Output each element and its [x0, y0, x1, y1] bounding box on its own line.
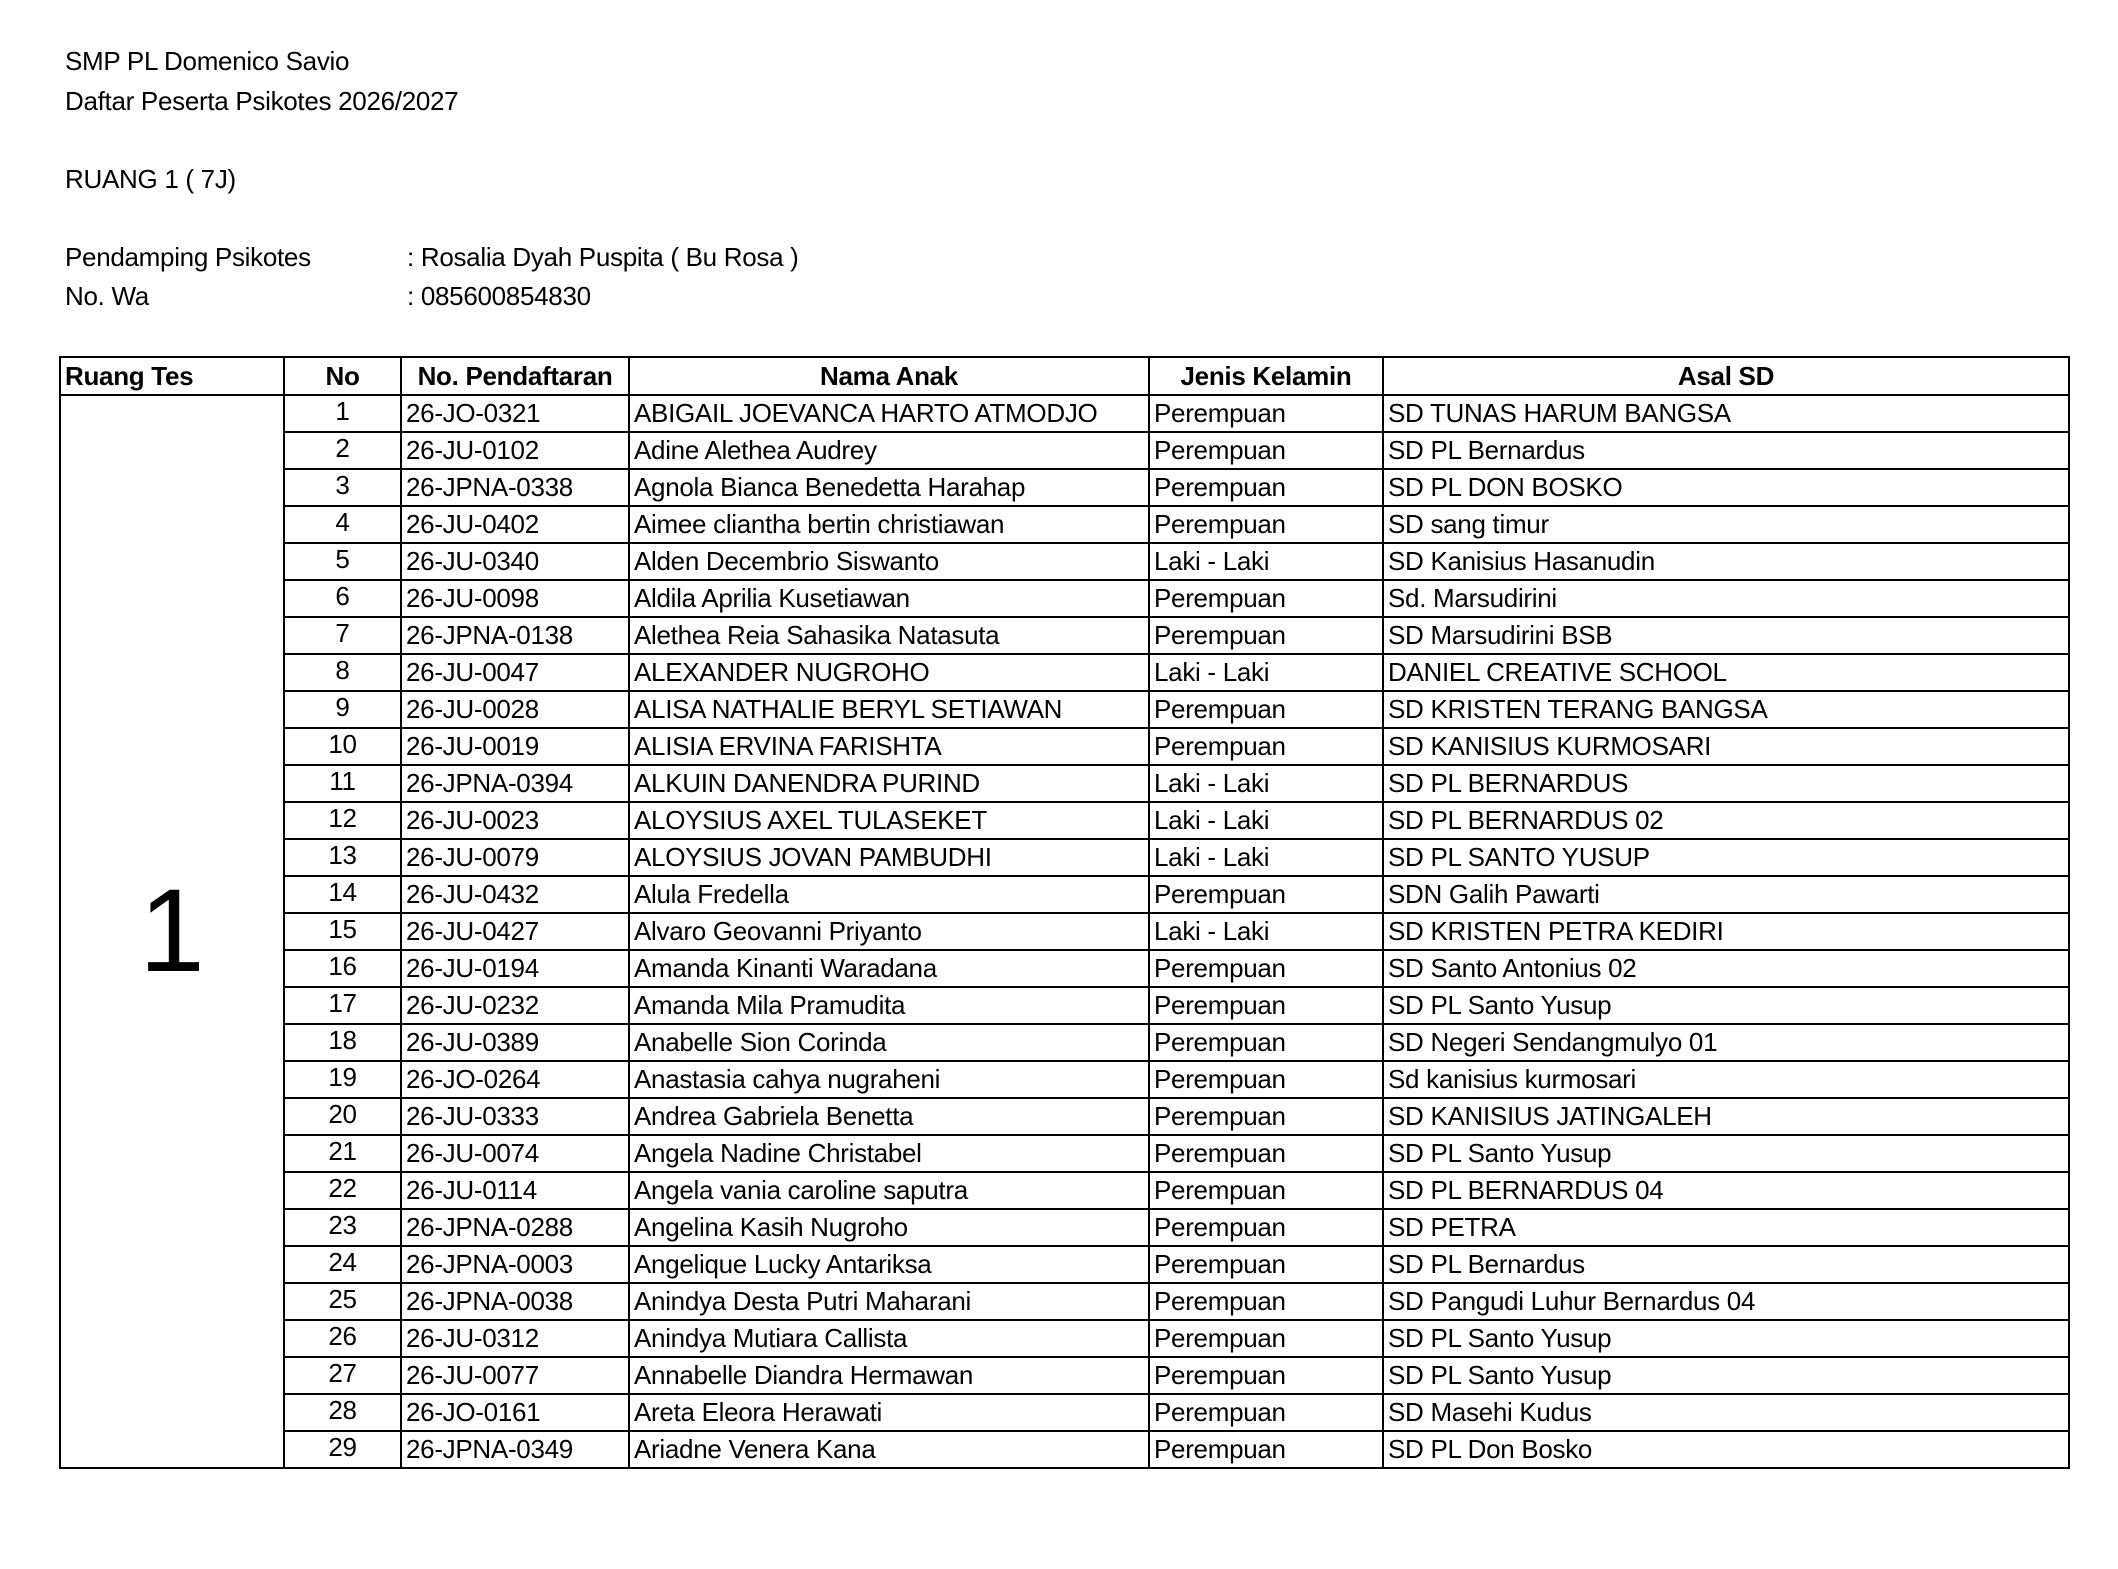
- table-row: [60, 913, 2069, 950]
- gender: Perempuan: [1149, 469, 1383, 506]
- origin-school: SD PL Santo Yusup: [1383, 987, 2069, 1024]
- table-row: [60, 691, 2069, 728]
- registration-number: 26-JU-0389: [401, 1024, 629, 1061]
- student-name: Areta Eleora Herawati: [629, 1394, 1149, 1431]
- gender: Perempuan: [1149, 1135, 1383, 1172]
- row-number: 6: [284, 580, 401, 617]
- room-heading: RUANG 1 ( 7J): [65, 164, 236, 194]
- table-row: [60, 580, 2069, 617]
- gender: Laki - Laki: [1149, 765, 1383, 802]
- origin-school: SD PETRA: [1383, 1209, 2069, 1246]
- table-row: [60, 1357, 2069, 1394]
- registration-number: 26-JU-0079: [401, 839, 629, 876]
- row-number: 8: [284, 654, 401, 691]
- origin-school: SD PL BERNARDUS 04: [1383, 1172, 2069, 1209]
- gender: Laki - Laki: [1149, 802, 1383, 839]
- origin-school: SD PL Santo Yusup: [1383, 1320, 2069, 1357]
- row-number: 3: [284, 469, 401, 506]
- registration-number: 26-JU-0098: [401, 580, 629, 617]
- student-name: Amanda Kinanti Waradana: [629, 950, 1149, 987]
- student-name: Ariadne Venera Kana: [629, 1431, 1149, 1468]
- table-row: [60, 802, 2069, 839]
- origin-school: SD PL BERNARDUS: [1383, 765, 2069, 802]
- row-number: 21: [284, 1135, 401, 1172]
- gender: Perempuan: [1149, 1172, 1383, 1209]
- gender: Laki - Laki: [1149, 543, 1383, 580]
- registration-number: 26-JO-0264: [401, 1061, 629, 1098]
- gender: Perempuan: [1149, 617, 1383, 654]
- table-row: [60, 469, 2069, 506]
- origin-school: SD Pangudi Luhur Bernardus 04: [1383, 1283, 2069, 1320]
- origin-school: SD KANISIUS JATINGALEH: [1383, 1098, 2069, 1135]
- student-name: ALISA NATHALIE BERYL SETIAWAN: [629, 691, 1149, 728]
- table-row: [60, 654, 2069, 691]
- table-row: [60, 1024, 2069, 1061]
- gender: Perempuan: [1149, 987, 1383, 1024]
- origin-school: Sd. Marsudirini: [1383, 580, 2069, 617]
- gender: Perempuan: [1149, 1098, 1383, 1135]
- registration-number: 26-JU-0047: [401, 654, 629, 691]
- table-row: [60, 432, 2069, 469]
- registration-number: 26-JO-0161: [401, 1394, 629, 1431]
- col-header-no: No: [284, 357, 401, 395]
- student-name: Amanda Mila Pramudita: [629, 987, 1149, 1024]
- origin-school: SD Marsudirini BSB: [1383, 617, 2069, 654]
- participant-table: [59, 356, 2070, 1469]
- student-name: Agnola Bianca Benedetta Harahap: [629, 469, 1149, 506]
- gender: Perempuan: [1149, 1394, 1383, 1431]
- student-name: Anabelle Sion Corinda: [629, 1024, 1149, 1061]
- gender: Perempuan: [1149, 728, 1383, 765]
- companion-value: : Rosalia Dyah Puspita ( Bu Rosa ): [407, 242, 799, 272]
- origin-school: SD Negeri Sendangmulyo 01: [1383, 1024, 2069, 1061]
- companion-label: Pendamping Psikotes: [65, 242, 311, 272]
- table-row: [60, 1431, 2069, 1468]
- gender: Perempuan: [1149, 395, 1383, 432]
- origin-school: SD PL DON BOSKO: [1383, 469, 2069, 506]
- row-number: 24: [284, 1246, 401, 1283]
- row-number: 16: [284, 950, 401, 987]
- registration-number: 26-JU-0028: [401, 691, 629, 728]
- registration-number: 26-JU-0114: [401, 1172, 629, 1209]
- row-number: 12: [284, 802, 401, 839]
- registration-number: 26-JU-0432: [401, 876, 629, 913]
- gender: Laki - Laki: [1149, 913, 1383, 950]
- room-number-cell: 1: [60, 395, 284, 1468]
- table-row: [60, 839, 2069, 876]
- table-row: [60, 987, 2069, 1024]
- gender: Perempuan: [1149, 1061, 1383, 1098]
- student-name: Aldila Aprilia Kusetiawan: [629, 580, 1149, 617]
- document-title: Daftar Peserta Psikotes 2026/2027: [65, 86, 459, 116]
- row-number: 11: [284, 765, 401, 802]
- row-number: 13: [284, 839, 401, 876]
- registration-number: 26-JPNA-0288: [401, 1209, 629, 1246]
- gender: Perempuan: [1149, 432, 1383, 469]
- table-row: [60, 395, 2069, 432]
- student-name: Aimee cliantha bertin christiawan: [629, 506, 1149, 543]
- row-number: 10: [284, 728, 401, 765]
- origin-school: SD KRISTEN PETRA KEDIRI: [1383, 913, 2069, 950]
- student-name: Angelique Lucky Antariksa: [629, 1246, 1149, 1283]
- origin-school: DANIEL CREATIVE SCHOOL: [1383, 654, 2069, 691]
- table-header-row: [60, 357, 2069, 395]
- registration-number: 26-JU-0232: [401, 987, 629, 1024]
- registration-number: 26-JPNA-0138: [401, 617, 629, 654]
- origin-school: SD PL Bernardus: [1383, 432, 2069, 469]
- row-number: 23: [284, 1209, 401, 1246]
- gender: Laki - Laki: [1149, 654, 1383, 691]
- student-name: Annabelle Diandra Hermawan: [629, 1357, 1149, 1394]
- origin-school: SD Santo Antonius 02: [1383, 950, 2069, 987]
- gender: Perempuan: [1149, 1431, 1383, 1468]
- table-row: [60, 506, 2069, 543]
- origin-school: SD KANISIUS KURMOSARI: [1383, 728, 2069, 765]
- row-number: 2: [284, 432, 401, 469]
- gender: Laki - Laki: [1149, 839, 1383, 876]
- student-name: Andrea Gabriela Benetta: [629, 1098, 1149, 1135]
- registration-number: 26-JPNA-0338: [401, 469, 629, 506]
- registration-number: 26-JU-0427: [401, 913, 629, 950]
- table-row: [60, 543, 2069, 580]
- origin-school: SD TUNAS HARUM BANGSA: [1383, 395, 2069, 432]
- student-name: Alethea Reia Sahasika Natasuta: [629, 617, 1149, 654]
- table-row: [60, 1061, 2069, 1098]
- row-number: 29: [284, 1431, 401, 1468]
- student-name: ALOYSIUS JOVAN PAMBUDHI: [629, 839, 1149, 876]
- col-header-jenis-kelamin: Jenis Kelamin: [1149, 357, 1383, 395]
- table-row: [60, 765, 2069, 802]
- row-number: 7: [284, 617, 401, 654]
- origin-school: SD PL BERNARDUS 02: [1383, 802, 2069, 839]
- wa-value: : 085600854830: [407, 281, 591, 311]
- student-name: Anindya Desta Putri Maharani: [629, 1283, 1149, 1320]
- table-row: [60, 1394, 2069, 1431]
- col-header-nama-anak: Nama Anak: [629, 357, 1149, 395]
- row-number: 15: [284, 913, 401, 950]
- registration-number: 26-JU-0019: [401, 728, 629, 765]
- row-number: 26: [284, 1320, 401, 1357]
- registration-number: 26-JPNA-0349: [401, 1431, 629, 1468]
- table-row: [60, 950, 2069, 987]
- registration-number: 26-JPNA-0038: [401, 1283, 629, 1320]
- row-number: 9: [284, 691, 401, 728]
- row-number: 14: [284, 876, 401, 913]
- row-number: 20: [284, 1098, 401, 1135]
- origin-school: SD sang timur: [1383, 506, 2069, 543]
- registration-number: 26-JO-0321: [401, 395, 629, 432]
- table-row: [60, 876, 2069, 913]
- gender: Perempuan: [1149, 1283, 1383, 1320]
- gender: Perempuan: [1149, 506, 1383, 543]
- registration-number: 26-JU-0194: [401, 950, 629, 987]
- student-name: Angela Nadine Christabel: [629, 1135, 1149, 1172]
- row-number: 22: [284, 1172, 401, 1209]
- student-name: ABIGAIL JOEVANCA HARTO ATMODJO: [629, 395, 1149, 432]
- origin-school: SD Masehi Kudus: [1383, 1394, 2069, 1431]
- origin-school: Sd kanisius kurmosari: [1383, 1061, 2069, 1098]
- gender: Perempuan: [1149, 1024, 1383, 1061]
- registration-number: 26-JPNA-0003: [401, 1246, 629, 1283]
- col-header-asal-sd: Asal SD: [1383, 357, 2069, 395]
- student-name: ALKUIN DANENDRA PURIND: [629, 765, 1149, 802]
- student-name: Alula Fredella: [629, 876, 1149, 913]
- table-row: [60, 1283, 2069, 1320]
- registration-number: 26-JU-0077: [401, 1357, 629, 1394]
- origin-school: SDN Galih Pawarti: [1383, 876, 2069, 913]
- gender: Perempuan: [1149, 691, 1383, 728]
- gender: Perempuan: [1149, 876, 1383, 913]
- student-name: Alvaro Geovanni Priyanto: [629, 913, 1149, 950]
- table-row: [60, 728, 2069, 765]
- row-number: 25: [284, 1283, 401, 1320]
- student-name: Anindya Mutiara Callista: [629, 1320, 1149, 1357]
- table-row: [60, 617, 2069, 654]
- table-body: [60, 395, 2069, 1468]
- school-name: SMP PL Domenico Savio: [65, 46, 350, 76]
- student-name: Alden Decembrio Siswanto: [629, 543, 1149, 580]
- student-name: ALISIA ERVINA FARISHTA: [629, 728, 1149, 765]
- row-number: 4: [284, 506, 401, 543]
- wa-label: No. Wa: [65, 281, 149, 311]
- row-number: 19: [284, 1061, 401, 1098]
- registration-number: 26-JPNA-0394: [401, 765, 629, 802]
- registration-number: 26-JU-0102: [401, 432, 629, 469]
- table-row: [60, 1209, 2069, 1246]
- origin-school: SD PL Santo Yusup: [1383, 1357, 2069, 1394]
- student-name: Angela vania caroline saputra: [629, 1172, 1149, 1209]
- gender: Perempuan: [1149, 1209, 1383, 1246]
- student-name: Anastasia cahya nugraheni: [629, 1061, 1149, 1098]
- student-name: Angelina Kasih Nugroho: [629, 1209, 1149, 1246]
- registration-number: 26-JU-0402: [401, 506, 629, 543]
- row-number: 27: [284, 1357, 401, 1394]
- col-header-ruang-tes: Ruang Tes: [60, 357, 284, 395]
- origin-school: SD PL Bernardus: [1383, 1246, 2069, 1283]
- row-number: 1: [284, 395, 401, 432]
- row-number: 17: [284, 987, 401, 1024]
- gender: Perempuan: [1149, 950, 1383, 987]
- registration-number: 26-JU-0074: [401, 1135, 629, 1172]
- table-row: [60, 1098, 2069, 1135]
- table-row: [60, 1135, 2069, 1172]
- table-row: [60, 1320, 2069, 1357]
- row-number: 28: [284, 1394, 401, 1431]
- origin-school: SD PL Santo Yusup: [1383, 1135, 2069, 1172]
- registration-number: 26-JU-0023: [401, 802, 629, 839]
- row-number: 18: [284, 1024, 401, 1061]
- origin-school: SD KRISTEN TERANG BANGSA: [1383, 691, 2069, 728]
- gender: Perempuan: [1149, 1246, 1383, 1283]
- student-name: ALEXANDER NUGROHO: [629, 654, 1149, 691]
- table-row: [60, 1172, 2069, 1209]
- table-row: [60, 1246, 2069, 1283]
- col-header-no-pendaftaran: No. Pendaftaran: [401, 357, 629, 395]
- registration-number: 26-JU-0312: [401, 1320, 629, 1357]
- origin-school: SD Kanisius Hasanudin: [1383, 543, 2069, 580]
- registration-number: 26-JU-0333: [401, 1098, 629, 1135]
- gender: Perempuan: [1149, 1357, 1383, 1394]
- gender: Perempuan: [1149, 1320, 1383, 1357]
- origin-school: SD PL Don Bosko: [1383, 1431, 2069, 1468]
- registration-number: 26-JU-0340: [401, 543, 629, 580]
- origin-school: SD PL SANTO YUSUP: [1383, 839, 2069, 876]
- student-name: Adine Alethea Audrey: [629, 432, 1149, 469]
- row-number: 5: [284, 543, 401, 580]
- gender: Perempuan: [1149, 580, 1383, 617]
- student-name: ALOYSIUS AXEL TULASEKET: [629, 802, 1149, 839]
